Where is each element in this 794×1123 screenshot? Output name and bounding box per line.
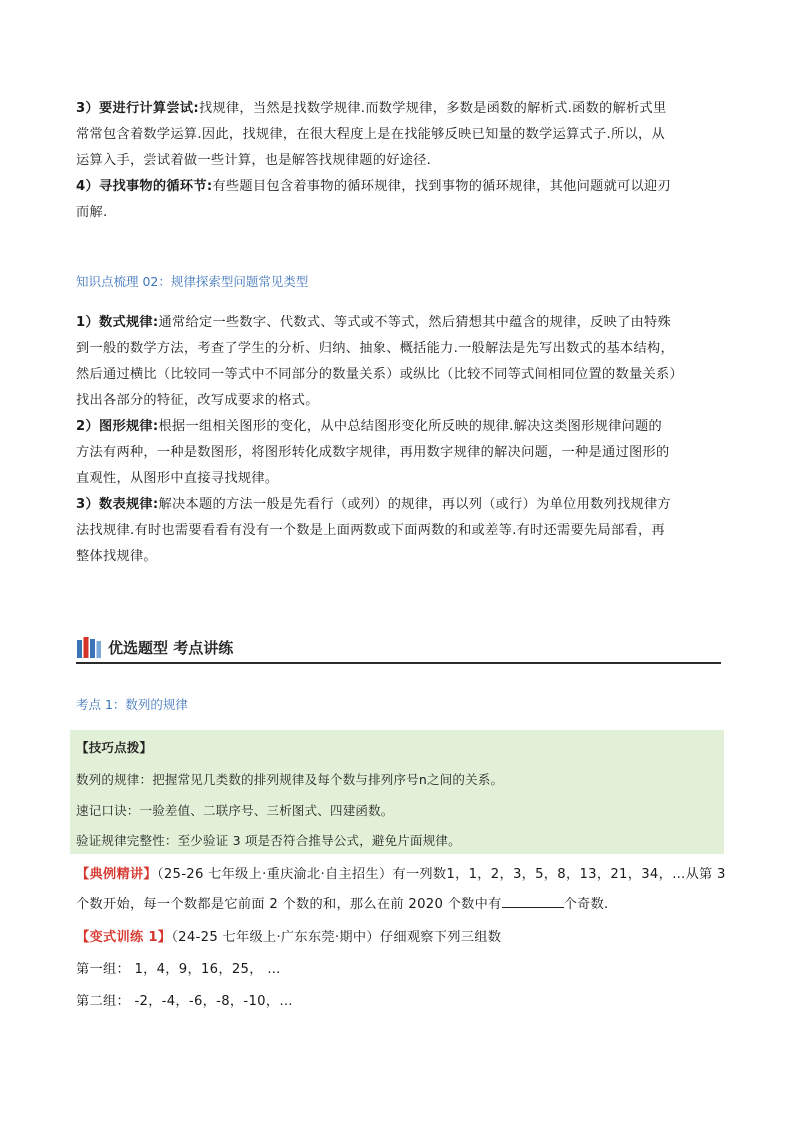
tips-line1: 数列的规律：把握常见几类数的排列规律及每个数与排列序号n之间的关系。 [76, 772, 504, 787]
example-line2 [76, 893, 609, 912]
example-text-2b: 个奇数. [563, 897, 609, 912]
intro-item3-line1: 找规律，当然是找数学规律.而数学规律，多数是函数的解析式.函数的解析式里 [198, 101, 667, 116]
exercise-group2: 第二组： -2，-4，-6，-8，-10，… [76, 994, 293, 1009]
example-label: 【典例精讲】 [76, 867, 157, 882]
knowledge-item1-line4: 找出各部分的特征，改写成要求的格式。 [76, 393, 319, 408]
knowledge-item1-line1: 通常给定一些数字、代数式、等式或不等式，然后猜想其中蕴含的规律，反映了由特殊 [158, 315, 672, 330]
point1-heading: 考点 1：数列的规律 [76, 697, 188, 712]
intro-item4-line2: 而解. [76, 205, 108, 220]
tips-line2: 速记口诀：一验差值、二联序号、三析图式、四建函数。 [76, 803, 394, 818]
knowledge-item3-line2: 法找规律.有时也需要看看有没有一个数是上面两数或下面两数的和或差等.有时还需要先局部看，再 [76, 523, 665, 538]
knowledge-item3-line3: 整体找规律。 [76, 549, 157, 564]
knowledge-item2-line1: 根据一组相关图形的变化，从中总结图形变化所反映的规律.解决这类图形规律问题的 [158, 419, 663, 434]
exercise-line1 [76, 926, 501, 945]
exercise-text-1: （24-25 七年级上·广东东莞·期中）仔细观察下列三组数 [171, 930, 502, 945]
intro-block [76, 96, 736, 226]
knowledge-item2-title: 2）图形规律: [76, 419, 159, 434]
knowledge-item1-title: 1）数式规律: [76, 315, 159, 330]
answer-blank[interactable] [502, 894, 564, 908]
knowledge-item1-line2: 到一般的数学方法，考查了学生的分析、归纳、抽象、概括能力.一般解法是先写出数式的基本结构， [76, 341, 674, 356]
tips-line3: 验证规律完整性：至少验证 3 项是否符合推导公式，避免片面规律。 [76, 833, 461, 848]
books-icon [76, 636, 102, 658]
intro-item4-line1: 有些题目包含着事物的循环规律，找到事物的循环规律，其他问题就可以迎刃 [212, 179, 672, 194]
tips-title: 【技巧点拨】 [76, 740, 153, 755]
example-text-1: （25-26 七年级上·重庆渝北·自主招生）有一列数1，1，2，3，5，8，13，21，34，…从第 3 [156, 867, 726, 882]
intro-item4-title: 4）寻找事物的循环节: [76, 179, 213, 194]
knowledge-item3-line1: 解决本题的方法一般是先看行（或列）的规律，再以列（或行）为单位用数列找规律方 [158, 497, 672, 512]
intro-item3-line2: 常常包含着数学运算.因此，找规律，在很大程度上是在找能够反映已知量的数学运算式子.所以，从 [76, 127, 665, 142]
tips-box [70, 730, 724, 854]
exercise-group1: 第一组： 1，4，9，16，25， … [76, 962, 281, 977]
intro-item3-line3: 运算入手，尝试着做一些计算，也是解答找规律题的好途径. [76, 153, 432, 168]
knowledge-item1-line3: 然后通过横比（比较同一等式中不同部分的数量关系）或纵比（比较不同等式间相同位置的数量关系） [76, 367, 683, 382]
knowledge-item2-line2: 方法有两种，一种是数图形，将图形转化成数字规律，再用数字规律的解决问题，一种是通过图形的 [76, 445, 670, 460]
knowledge-block [76, 310, 736, 570]
example-line1 [76, 863, 726, 882]
knowledge-item2-line3: 直观性，从图形中直接寻找规律。 [76, 471, 279, 486]
exercise-label: 【变式训练 1】 [76, 930, 172, 945]
section-header [76, 634, 721, 664]
intro-item3-title: 3）要进行计算尝试: [76, 101, 199, 116]
example-text-2a: 个数开始，每一个数都是它前面 2 个数的和，那么在前 2020 个数中有 [76, 897, 502, 912]
section-title: 优选题型 考点讲练 [108, 639, 234, 657]
knowledge-item3-title: 3）数表规律: [76, 497, 159, 512]
knowledge-heading: 知识点梳理 02：规律探索型问题常见类型 [76, 274, 309, 289]
